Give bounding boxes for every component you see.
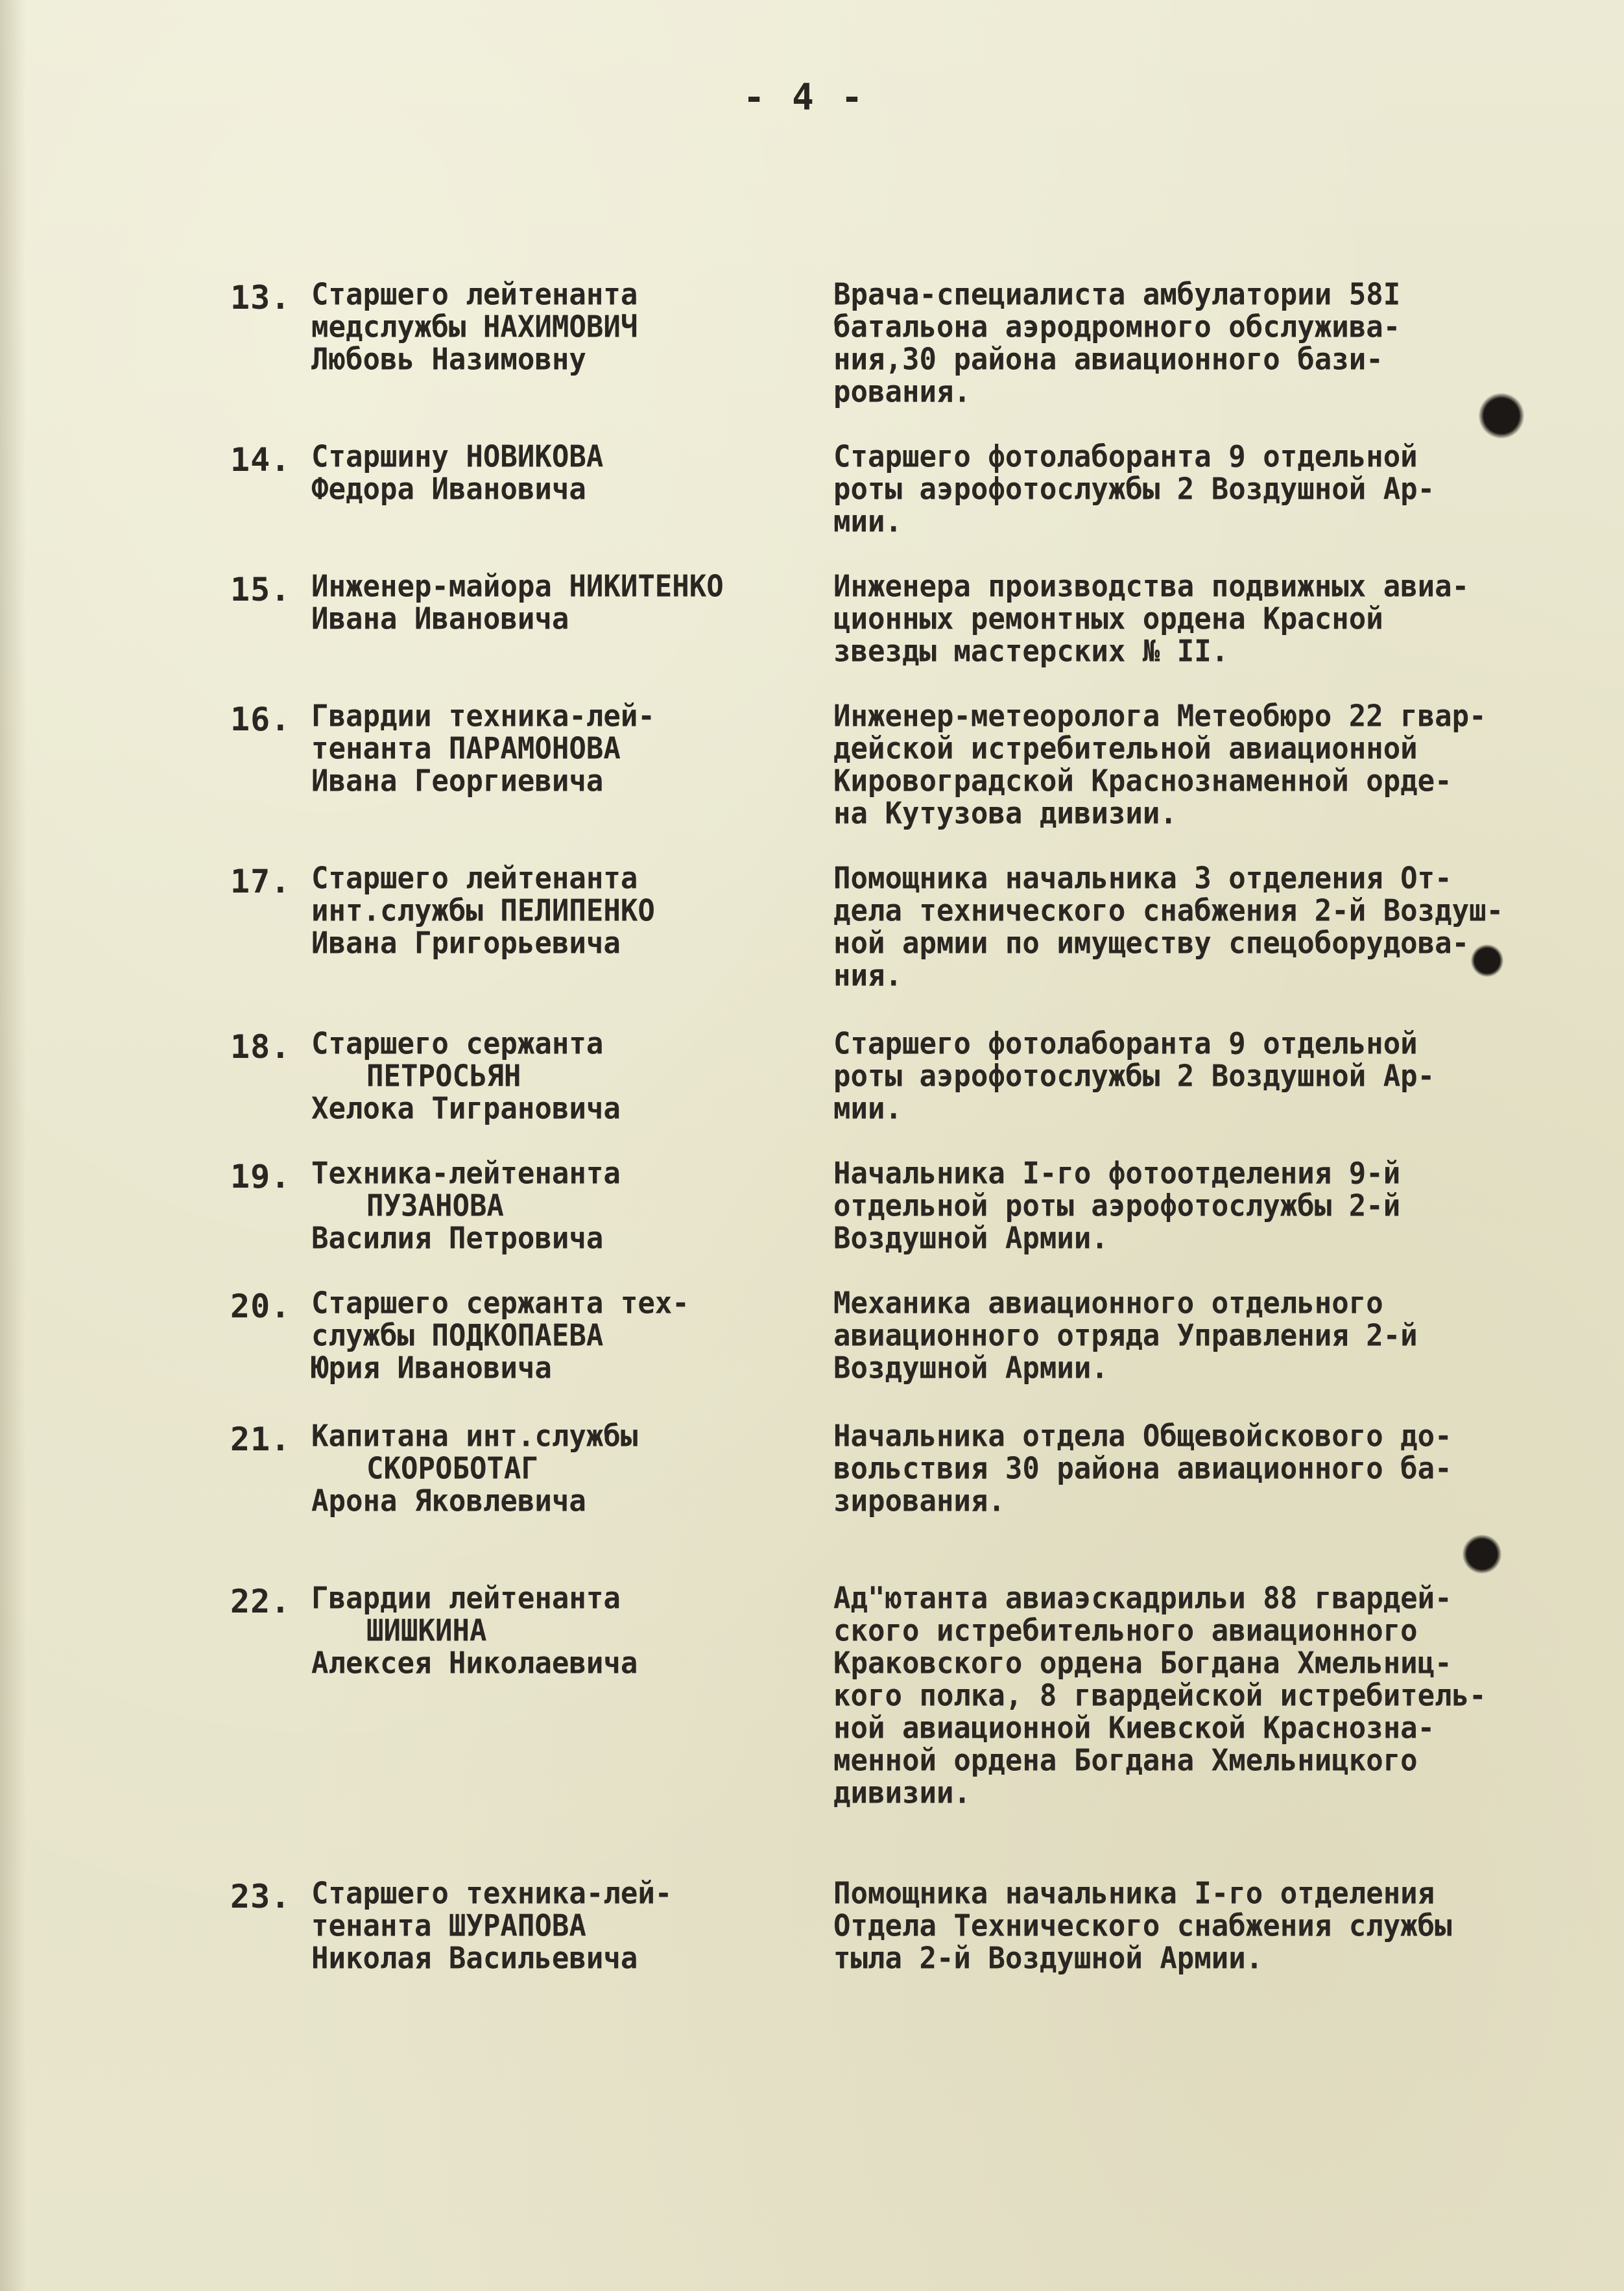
position-description-line: дивизии. (833, 1775, 971, 1811)
position-description (833, 279, 1618, 409)
recipient-name (311, 863, 778, 960)
position-description-line: Воздушной Армии. (833, 1221, 1108, 1256)
recipient-name-line: Алексея Николаевича (311, 1646, 638, 1681)
position-description-line: роты аэрофотослужбы 2 Воздушной Ар- (833, 1059, 1435, 1094)
entry-number: 13. (230, 279, 291, 317)
recipient-name (311, 441, 778, 506)
recipient-name-line: Инженер-майора НИКИТЕНКО (311, 569, 724, 605)
recipient-name-line: Старшину НОВИКОВА (311, 439, 604, 475)
position-description-line: менной ордена Богдана Хмельницкого (833, 1743, 1418, 1779)
position-description (833, 701, 1618, 830)
recipient-name (311, 701, 778, 798)
entry-number: 22. (230, 1583, 291, 1620)
recipient-name (311, 571, 778, 636)
recipient-name-line: ПЕТРОСЬЯН (366, 1059, 521, 1094)
position-description-line: кого полка, 8 гвардейской истребитель- (833, 1678, 1487, 1714)
position-description-line: вольствия 30 района авиационного ба- (833, 1451, 1452, 1487)
recipient-name-line: Старшего сержанта (311, 1026, 604, 1062)
position-description-line: батальона аэродромного обслужива- (833, 309, 1401, 345)
entry-number: 20. (230, 1288, 291, 1325)
position-description-line: Помощника начальника 3 отделения От- (833, 861, 1452, 896)
position-description (833, 1288, 1618, 1385)
entry-number: 16. (230, 701, 291, 738)
recipient-name-line: Ивана Георгиевича (311, 763, 604, 799)
position-description-line: зирования. (833, 1483, 1005, 1519)
position-description-line: роты аэрофотослужбы 2 Воздушной Ар- (833, 472, 1435, 507)
position-description-line: ной авиационной Киевской Краснозна- (833, 1710, 1435, 1746)
recipient-name-line: Старшего лейтенанта (311, 277, 638, 313)
recipient-name (311, 1421, 778, 1518)
position-description-line: Отдела Технического снабжения службы (833, 1908, 1452, 1944)
recipient-name-line: тенанта ШУРАПОВА (311, 1908, 586, 1944)
position-description-line: дейской истребительной авиационной (833, 731, 1418, 767)
position-description-line: рования. (833, 374, 971, 410)
position-description-line: Воздушной Армии. (833, 1350, 1108, 1386)
position-description-line: дела технического снабжения 2-й Воздуш- (833, 893, 1504, 929)
position-description-line: авиационного отряда Управления 2-й (833, 1318, 1418, 1354)
recipient-name-line: Юрия Ивановича (311, 1350, 552, 1386)
recipient-name-line: тенанта ПАРАМОНОВА (311, 731, 621, 767)
position-description-line: Старшего фотолаборанта 9 отдельной (833, 1026, 1418, 1062)
entry-number: 19. (230, 1158, 291, 1195)
position-description-line: Инженер-метеоролога Метеобюро 22 гвар- (833, 699, 1487, 734)
position-description (833, 1878, 1618, 1975)
entry-number: 23. (230, 1878, 291, 1915)
position-description-line: Врача-специалиста амбулатории 58I (833, 277, 1401, 313)
recipient-name-line: Техника-лейтенанта (311, 1156, 621, 1192)
entry-number: 18. (230, 1028, 291, 1066)
position-description (833, 863, 1618, 992)
recipient-name-line: Арона Яковлевича (311, 1483, 586, 1519)
ink-blot (1463, 1535, 1501, 1574)
recipient-name (311, 1583, 778, 1680)
position-description-line: отдельной роты аэрофотослужбы 2-й (833, 1188, 1401, 1224)
recipient-name-line: медслужбы НАХИМОВИЧ (311, 309, 638, 345)
position-description-line: мии. (833, 504, 902, 540)
position-description (833, 441, 1618, 538)
position-description-line: Старшего фотолаборанта 9 отдельной (833, 439, 1418, 475)
recipient-name-line: службы ПОДКОПАЕВА (311, 1318, 604, 1354)
position-description-line: Инженера производства подвижных авиа- (833, 569, 1470, 605)
recipient-name-line: Федора Ивановича (311, 472, 586, 507)
entry-number: 15. (230, 571, 291, 608)
position-description-line: Механика авиационного отдельного (833, 1286, 1383, 1321)
position-description-line: Краковского ордена Богдана Хмельниц- (833, 1646, 1452, 1681)
position-description (833, 1158, 1618, 1255)
recipient-name-line: Капитана инт.службы (311, 1419, 638, 1454)
position-description-line: ной армии по имуществу спецоборудова- (833, 926, 1470, 961)
recipient-name-line: ШИШКИНА (366, 1613, 487, 1649)
position-description-line: ния,30 района авиационного бази- (833, 342, 1383, 378)
recipient-name-line: Гвардии техника-лей- (311, 699, 655, 734)
recipient-name-line: ПУЗАНОВА (366, 1188, 504, 1224)
recipient-name (311, 1158, 778, 1255)
position-description (833, 571, 1618, 668)
position-description-line: мии. (833, 1091, 902, 1127)
recipient-name-line: Ивана Ивановича (311, 601, 569, 637)
recipient-name (311, 1288, 778, 1385)
position-description (833, 1583, 1618, 1810)
position-description-line: Начальника отдела Общевойскового до- (833, 1419, 1452, 1454)
entry-number: 14. (230, 441, 291, 479)
recipient-name-line: Любовь Назимовну (311, 342, 586, 378)
position-description-line: Кировоградской Краснознаменной орде- (833, 763, 1452, 799)
recipient-name-line: инт.службы ПЕЛИПЕНКО (311, 893, 655, 929)
recipient-name-line: Ивана Григорьевича (311, 926, 621, 961)
position-description-line: Начальника I-го фотоотделения 9-й (833, 1156, 1401, 1192)
recipient-name-line: Николая Васильевича (311, 1941, 638, 1976)
recipient-name (311, 1028, 778, 1125)
recipient-name-line: Василия Петровича (311, 1221, 604, 1256)
position-description (833, 1421, 1618, 1518)
position-description-line: Ад"ютанта авиаэскадрильи 88 гвардей- (833, 1581, 1452, 1616)
position-description-line: ния. (833, 958, 902, 994)
position-description-line: ского истребительного авиационного (833, 1613, 1418, 1649)
recipient-name-line: Хелока Тиграновича (311, 1091, 621, 1127)
position-description-line: на Кутузова дивизии. (833, 796, 1177, 832)
recipient-name (311, 1878, 778, 1975)
recipient-name-line: Гвардии лейтенанта (311, 1581, 621, 1616)
recipient-name-line: Старшего сержанта тех- (311, 1286, 689, 1321)
position-description-line: ционных ремонтных ордена Красной (833, 601, 1383, 637)
position-description (833, 1028, 1618, 1125)
position-description-line: Помощника начальника I-го отделения (833, 1876, 1435, 1912)
recipient-name-line: Старшего техника-лей- (311, 1876, 673, 1912)
page-number: - 4 - (743, 77, 866, 119)
entry-number: 17. (230, 863, 291, 900)
recipient-name (311, 279, 778, 376)
position-description-line: тыла 2-й Воздушной Армии. (833, 1941, 1263, 1976)
recipient-name-line: Старшего лейтенанта (311, 861, 638, 896)
position-description-line: звезды мастерских № II. (833, 634, 1229, 669)
entry-number: 21. (230, 1421, 291, 1458)
page-edge-shadow (0, 0, 26, 2291)
recipient-name-line: СКОРОБОТАГ (366, 1451, 538, 1487)
